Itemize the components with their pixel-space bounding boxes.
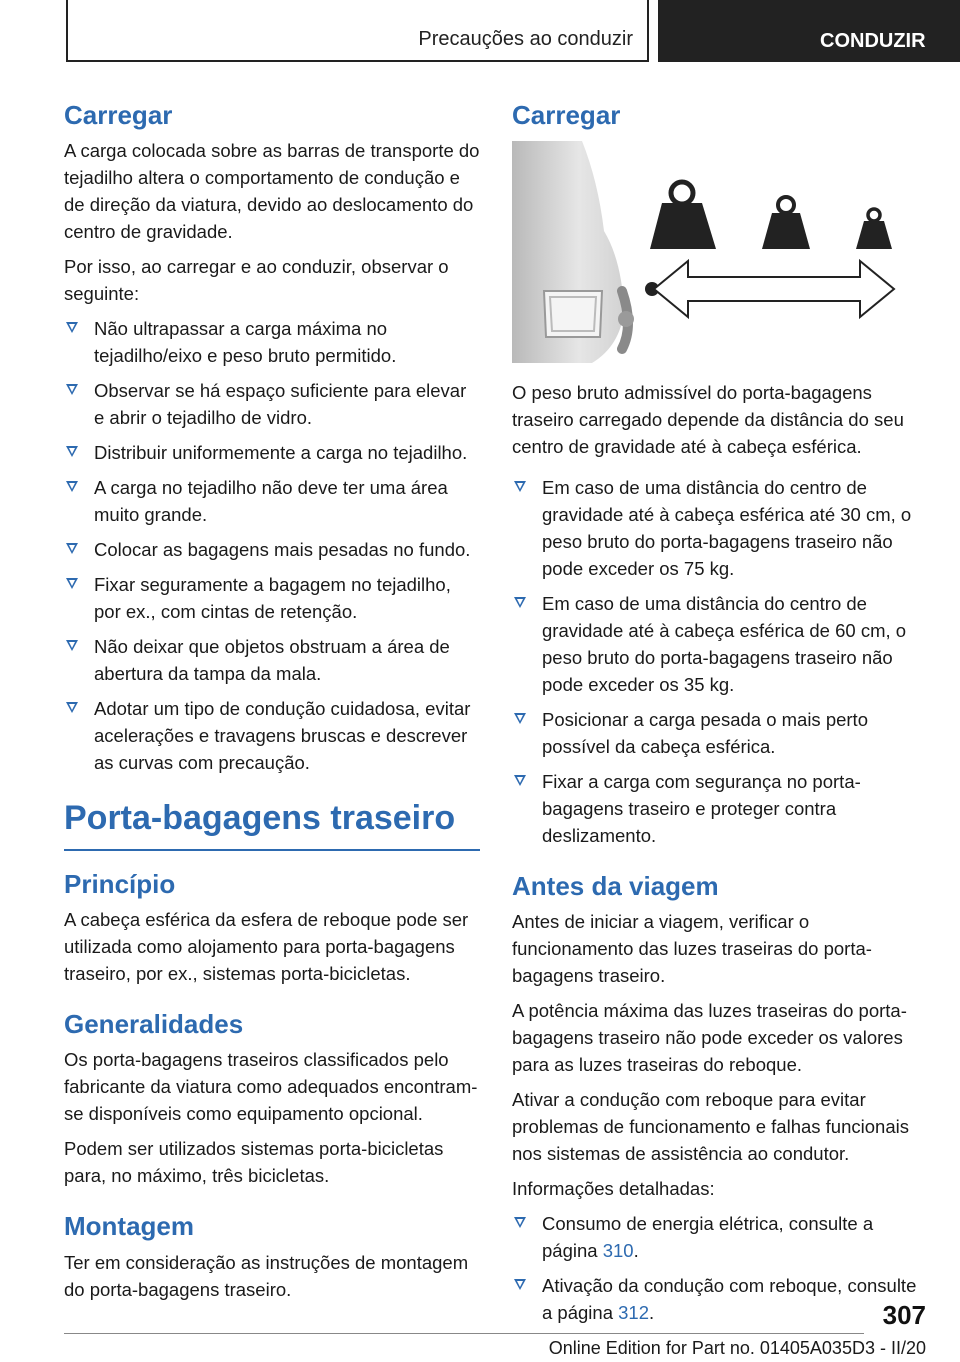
heading-principio: Princípio [64, 868, 176, 899]
rear-carrier-load-illustration [512, 141, 928, 363]
triangle-bullet-icon [66, 384, 78, 395]
footer-divider [64, 1333, 864, 1334]
triangle-bullet-icon [66, 481, 78, 492]
paragraph: Ter em consideração as instruções de montagem do porta-bagagens traseiro. [64, 1251, 469, 1300]
weight-icon-large [650, 182, 716, 249]
triangle-bullet-icon [66, 640, 78, 651]
list-item: Adotar um tipo de condução cuidadosa, evitar acelerações e travagens bruscas e descrever as curvas com precaução. [64, 695, 480, 776]
list-item: Fixar seguramente a bagagem no tejadilho, por ex., com cintas de retenção. [64, 571, 480, 625]
weight-icon-small [856, 209, 892, 249]
heading-montagem: Montagem [64, 1211, 194, 1242]
list-item: Ativação da condução com reboque, consulte a página 312. [512, 1272, 928, 1326]
paragraph: A carga colocada sobre as barras de transporte do tejadilho altera o comportamento de condução e de direção da viatura, devido ao deslocamento do centro de gravidade. [64, 140, 480, 243]
page-number: 307 [882, 1300, 926, 1330]
footer-edition: Online Edition for Part no. 01405A035D3 - II/20 [548, 1338, 926, 1358]
heading-carregar: Carregar [64, 100, 173, 130]
triangle-bullet-icon [514, 1217, 526, 1228]
triangle-bullet-icon [66, 578, 78, 589]
section-title: Precauções ao conduzir [418, 28, 633, 50]
paragraph: O peso bruto admissível do porta-bagagens traseiro carregado depende da distância do seu centro de gravidade até à cabeça esférica. [512, 382, 904, 458]
paragraph: A potência máxima das luzes traseiras do porta-bagagens traseiro não pode exceder os valores para as luzes traseiras do reboque. [512, 1000, 907, 1076]
triangle-bullet-icon [66, 543, 78, 554]
list-item: Em caso de uma distância do centro de gravidade até à cabeça esférica até 30 cm, o peso bruto do porta-bagagens traseiro não pode exceder os 75 kg. [512, 474, 928, 582]
triangle-bullet-icon [514, 1279, 526, 1290]
tow-ball-shape [618, 311, 634, 327]
list-item: A carga no tejadilho não deve ter uma área muito grande. [64, 474, 480, 528]
triangle-bullet-icon [66, 322, 78, 333]
distance-arrow [654, 261, 894, 317]
paragraph: Os porta-bagagens traseiros classificados pelo fabricante da viatura como adequados encontram-se disponíveis como equipamento opcional. [64, 1049, 478, 1125]
page-link-312[interactable]: 312 [618, 1302, 649, 1324]
triangle-bullet-icon [514, 775, 526, 786]
list-item: Fixar a carga com segurança no porta-bagagens traseiro e proteger contra deslizamento. [512, 768, 928, 849]
right-column [512, 100, 928, 1334]
chapter-title: CONDUZIR [820, 30, 926, 52]
paragraph: Por isso, ao carregar e ao conduzir, observar o seguinte: [64, 256, 449, 305]
page-link-310[interactable]: 310 [602, 1240, 634, 1262]
chapter-tab [658, 0, 960, 62]
list-item: Não deixar que objetos obstruam a área de abertura da tampa da mala. [64, 633, 480, 687]
section-heading-wrap [64, 798, 480, 851]
list-item: Observar se há espaço suficiente para elevar e abrir o tejadilho de vidro. [64, 377, 480, 431]
bullet-list [512, 474, 928, 849]
triangle-bullet-icon [514, 481, 526, 492]
page-header [0, 0, 960, 66]
paragraph: Antes de iniciar a viagem, verificar o funcionamento das luzes traseiras do porta-bagagens traseiro. [512, 911, 872, 987]
triangle-bullet-icon [66, 446, 78, 457]
triangle-bullet-icon [514, 713, 526, 724]
paragraph: Informações detalhadas: [512, 1178, 715, 1200]
heading-antes-da-viagem: Antes da viagem [512, 871, 719, 902]
heading-generalidades: Generalidades [64, 1009, 244, 1040]
bullet-list [512, 1210, 928, 1326]
bullet-list [64, 315, 480, 776]
list-item: Colocar as bagagens mais pesadas no fundo. [64, 536, 480, 563]
heading-porta-bagagens: Porta-bagagens traseiro [64, 799, 456, 838]
paragraph: Ativar a condução com reboque para evitar problemas de funcionamento e falhas funcionais nos sistemas de assistência ao condutor. [512, 1089, 909, 1165]
weight-icon-medium [762, 197, 810, 249]
paragraph: A cabeça esférica da esfera de reboque pode ser utilizada como alojamento para porta-bagagens traseiro, por ex., sistemas porta-bicicletas. [64, 909, 469, 985]
triangle-bullet-icon [514, 597, 526, 608]
paragraph: Podem ser utilizados sistemas porta-bicicletas para, no máximo, três bicicletas. [64, 1138, 444, 1187]
list-item: Não ultrapassar a carga máxima no tejadilho/eixo e peso bruto permitido. [64, 315, 480, 369]
section-tab [66, 0, 649, 62]
list-item: Distribuir uniformemente a carga no tejadilho. [64, 439, 480, 466]
list-item: Consumo de energia elétrica, consulte a página 310. [512, 1210, 928, 1264]
list-item: Posicionar a carga pesada o mais perto possível da cabeça esférica. [512, 706, 928, 760]
list-item: Em caso de uma distância do centro de gravidade até à cabeça esférica de 60 cm, o peso bruto do porta-bagagens traseiro não pode exceder os 35 kg. [512, 590, 928, 698]
left-column [64, 100, 480, 1311]
heading-carregar-right: Carregar [512, 100, 621, 130]
triangle-bullet-icon [66, 702, 78, 713]
